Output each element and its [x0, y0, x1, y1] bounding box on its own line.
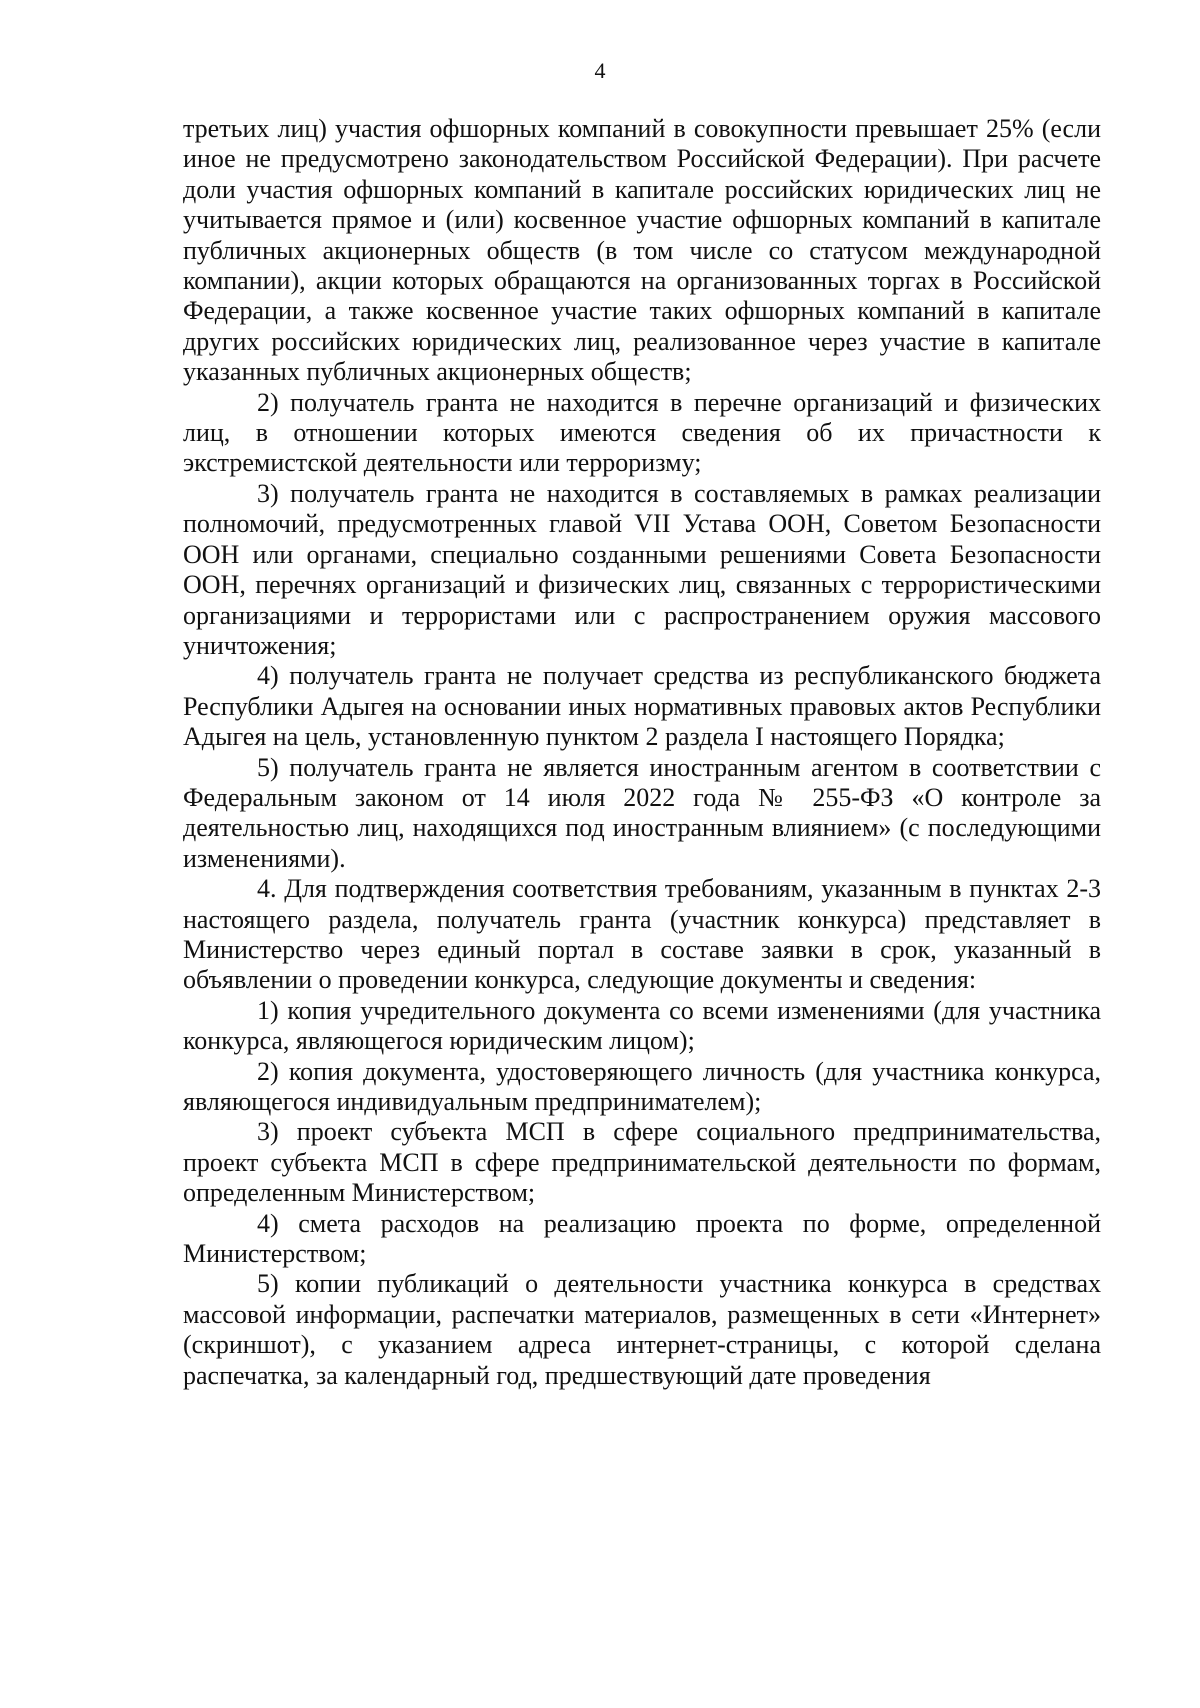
paragraph-item-4-budget-funds: 4) получатель гранта не получает средства из республиканского бюджета Республики Адыгея на основании иных нормативных правовых актов Республики Адыгея на цель, установленную пунктом 2 раздела I настоящего Порядка; [183, 661, 1101, 752]
paragraph-item-3-un-sanctions-list: 3) получатель гранта не находится в составляемых в рамках реализации полномочий, предусмотренных главой VII Устава ООН, Советом Безопасности ООН или органами, специально созданными решениями Совета Безопасности ООН, перечнях организаций и физических лиц, связанных с террористическими организациями и террористами или с распространением оружия массового уничтожения; [183, 478, 1101, 660]
paragraph-clause-4-documents: 4. Для подтверждения соответствия требованиям, указанным в пунктах 2-3 настоящего раздела, получатель гранта (участник конкурса) представляет в Министерство через единый портал в составе заявки в срок, указанный в объявлении о проведении конкурса, следующие документы и сведения: [183, 874, 1101, 995]
paragraph-doc-3-project: 3) проект субъекта МСП в сфере социального предпринимательства, проект субъекта МСП в сфере предпринимательской деятельности по формам, определенным Министерством; [183, 1117, 1101, 1208]
paragraph-doc-5-publications: 5) копии публикаций о деятельности участника конкурса в средствах массовой информации, распечатки материалов, размещенных в сети «Интернет» (скриншот), с указанием адреса интернет-страницы, с которой сделана распечатка, за календарный год, предшествующий дате проведения [183, 1269, 1101, 1390]
paragraph-doc-1-founding-document: 1) копия учредительного документа со всеми изменениями (для участника конкурса, являющегося юридическим лицом); [183, 995, 1101, 1056]
page-number: 4 [594, 58, 606, 83]
paragraph-item-2-extremism-list: 2) получатель гранта не находится в перечне организаций и физических лиц, в отношении которых имеются сведения об их причастности к экстремистской деятельности или терроризму; [183, 387, 1101, 478]
paragraph-doc-2-identity-document: 2) копия документа, удостоверяющего личность (для участника конкурса, являющегося индивидуальным предпринимателем); [183, 1056, 1101, 1116]
document-body [183, 114, 1101, 1391]
paragraph-continuation: третьих лиц) участия офшорных компаний в совокупности превышает 25% (если иное не предусмотрено законодательством Российской Федерации). При расчете доли участия офшорных компаний в капитале российских юридических лиц не учитывается прямое и (или) косвенное участие офшорных компаний в капитале публичных акционерных обществ (в том числе со статусом международной компании), акции которых обращаются на организованных торгах в Российской Федерации, а также косвенное участие таких офшорных компаний в капитале других российских юридических лиц, реализованное через участие в капитале указанных публичных акционерных обществ; [183, 114, 1101, 387]
paragraph-item-5-foreign-agent: 5) получатель гранта не является иностранным агентом в соответствии с Федеральным законом от 14 июля 2022 года № 255-ФЗ «О контроле за деятельностью лиц, находящихся под иностранным влиянием» (с последующими изменениями). [183, 752, 1101, 873]
paragraph-doc-4-budget-estimate: 4) смета расходов на реализацию проекта по форме, определенной Министерством; [183, 1208, 1101, 1269]
